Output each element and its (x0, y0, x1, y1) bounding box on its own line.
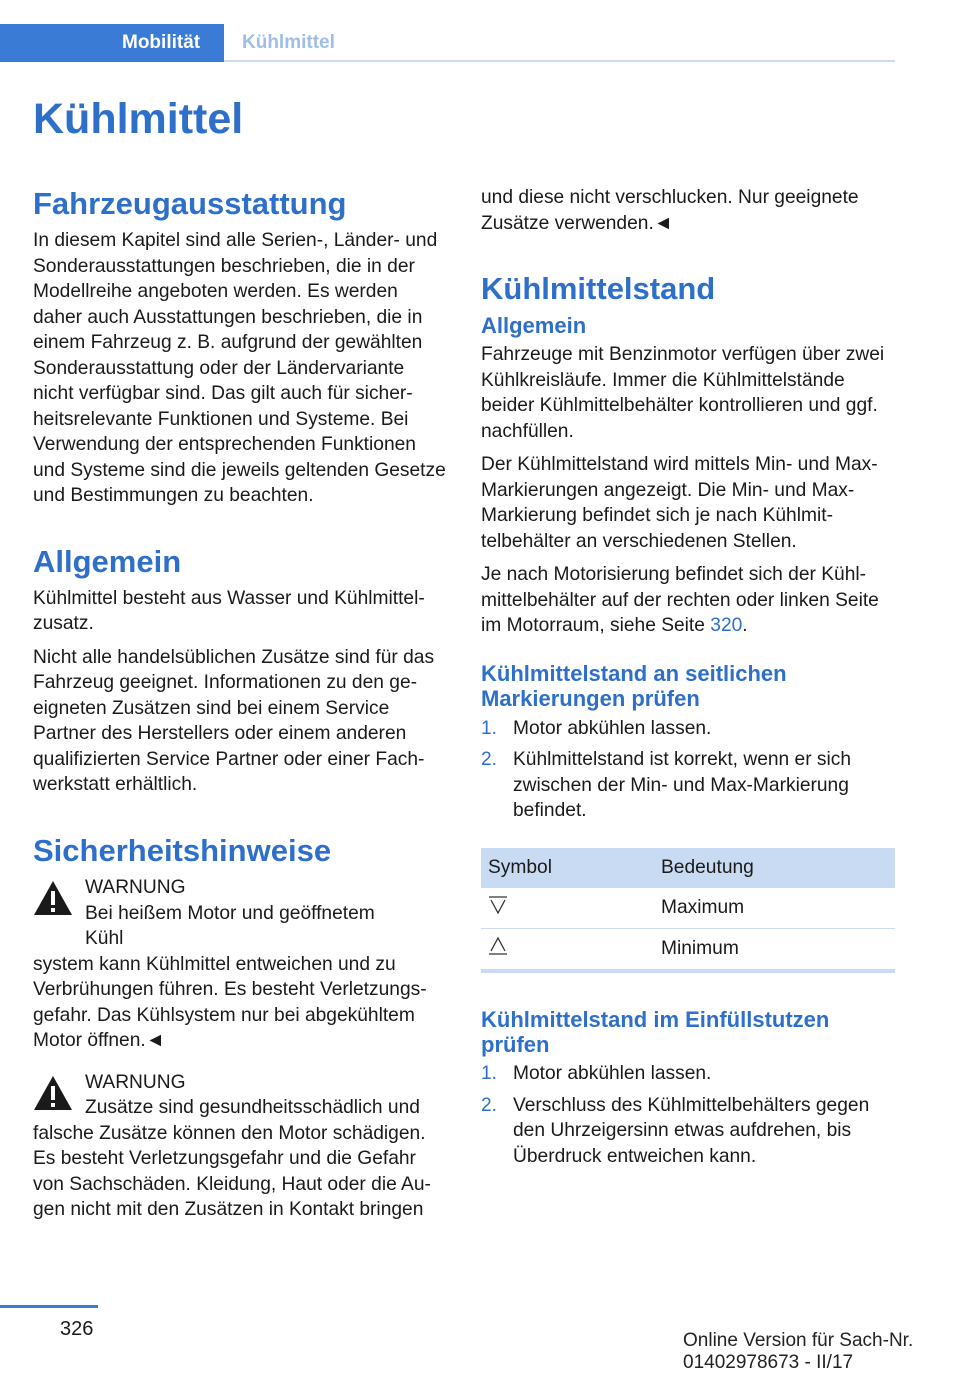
right-column (481, 185, 897, 1177)
paragraph-text: Je nach Motorisierung befindet sich der Kühlmittelbehälter auf der rechten oder linken Seite im Motorraum, siehe Seite (481, 564, 879, 637)
step-number: 2. (481, 749, 498, 771)
paragraph-continuation: und diese nicht verschlucken. Nur geeignete Zusätze verwenden.◄ (481, 187, 859, 234)
warning-block (33, 1070, 449, 1223)
paragraph: Der Kühlmittelstand wird mittels Min- und Max-Markierungen angezeigt. Die Min- und Max-Markierung befindet sich je nach Kühlmittelbehälter an verschiedenen Stellen. (481, 454, 878, 552)
table-header: Symbol (481, 848, 654, 888)
header-divider (224, 60, 895, 62)
list-item (481, 716, 897, 742)
step-list (481, 1061, 897, 1169)
symbol-table (481, 848, 895, 973)
step-list (481, 716, 897, 824)
paragraph: Kühlmittel besteht aus Wasser und Kühlmittelzusatz. (33, 587, 425, 635)
paragraph (481, 562, 897, 639)
step-text: Verschluss des Kühlmittelbehälters gegen den Uhrzeigersinn etwas aufdrehen, bis Überdruck entweichen kann. (513, 1094, 870, 1167)
step-text: Motor abkühlen lassen. (513, 717, 712, 739)
section-heading-allgemein: Allgemein (33, 543, 182, 579)
warning-label: WARNUNG (85, 877, 186, 899)
paragraph-end: . (742, 615, 748, 637)
list-item (481, 1061, 897, 1087)
footer-accent-line (0, 1305, 98, 1308)
warning-triangle-icon (33, 880, 73, 916)
step-number: 1. (481, 717, 498, 739)
paragraph: In diesem Kapitel sind alle Serien-, Länder- und Sonderausstattungen beschrieben, die in der Modellreihe angeboten werden. Es werden daher auch Ausstattungen beschrieben, die in einem Fahrzeug z. B. aufgrund der gewählten Sonderausstattung oder der Ländervariante nicht verfügbar sind. Das gilt auch für sicherheitsrelevante Funktionen und Systeme. Bei Verwendung der entsprechenden Funktionen und Systeme sind die jeweils geltenden Gesetze und Bestimmungen zu beachten. (33, 230, 446, 507)
section-heading-fahrzeugausstattung: Fahrzeugausstattung (33, 186, 347, 221)
page-title: Kühlmittel (33, 95, 244, 143)
table-cell: Maximum (654, 888, 895, 929)
step-number: 2. (481, 1094, 498, 1116)
warning-triangle-icon (33, 1075, 73, 1111)
tab-kuehlmittel[interactable]: Kühlmittel (242, 32, 335, 53)
max-mark-icon (488, 895, 508, 915)
tab-mobilitaet[interactable]: Mobilität (0, 24, 224, 62)
page-link-320[interactable]: 320 (710, 615, 743, 637)
warning-block (33, 875, 449, 1054)
warning-first-line: Bei heißem Motor und geöffnetem Kühl (85, 902, 375, 950)
list-item (481, 1093, 897, 1170)
header-tabs (0, 24, 335, 62)
warning-first-line: Zusätze sind gesundheitsschädlich und (85, 1097, 420, 1119)
warning-text: falsche Zusätze können den Motor schädigen. Es besteht Verletzungsgefahr und die Gefahr von Sachschäden. Kleidung, Haut oder die Augen nicht mit den Zusätzen in Kontakt bringen (33, 1122, 431, 1221)
table-header: Bedeutung (654, 848, 895, 888)
step-number: 1. (481, 1063, 498, 1085)
table-cell (481, 888, 654, 929)
warning-label: WARNUNG (85, 1071, 186, 1093)
warning-text: system kann Kühlmittel entweichen und zu Verbrühungen führen. Es besteht Verletzungsgefahr. Das Kühlsystem nur bei abgekühltem Motor öffnen.◄ (33, 953, 427, 1052)
table-cell: Minimum (654, 928, 895, 971)
page-number: 326 (60, 1318, 94, 1340)
table-header-row (481, 848, 895, 888)
list-item (481, 747, 897, 824)
min-mark-icon (488, 936, 508, 956)
step-text: Motor abkühlen lassen. (513, 1063, 712, 1085)
table-row (481, 928, 895, 971)
online-version-note: Online Version für Sach-Nr. 01402978673 - II/17 (683, 1330, 914, 1373)
table-row (481, 888, 895, 929)
section-heading-kuehlmittelstand: Kühlmittelstand (481, 271, 716, 306)
table-cell (481, 928, 654, 971)
step-text: Kühlmittelstand ist korrekt, wenn er sich zwischen der Min- und Max-Markierung befindet. (513, 749, 852, 822)
subheading-allgemein: Allgemein (481, 313, 587, 339)
paragraph: Nicht alle handelsüblichen Zusätze sind für das Fahrzeug geeignet. Informationen zu den geeigneten Zusätzen sind bei einem Service Partner des Herstellers oder einem anderen qualifizierten Service Partner oder einer Fachwerkstatt erhältlich. (33, 646, 435, 796)
left-column (33, 185, 449, 1239)
paragraph: Fahrzeuge mit Benzinmotor verfügen über zwei Kühlkreisläufe. Immer die Kühlmittelstände beider Kühlmittelbehälter kontrollieren und ggf. nachfüllen. (481, 344, 885, 442)
section-heading-sicherheitshinweise: Sicherheitshinweise (33, 832, 332, 868)
subheading-einfuellstutzen: Kühlmittelstand im Einfüllstutzen prüfen (481, 1006, 830, 1057)
subheading-seitliche-markierungen: Kühlmittelstand an seitlichen Markierungen prüfen (481, 660, 787, 712)
